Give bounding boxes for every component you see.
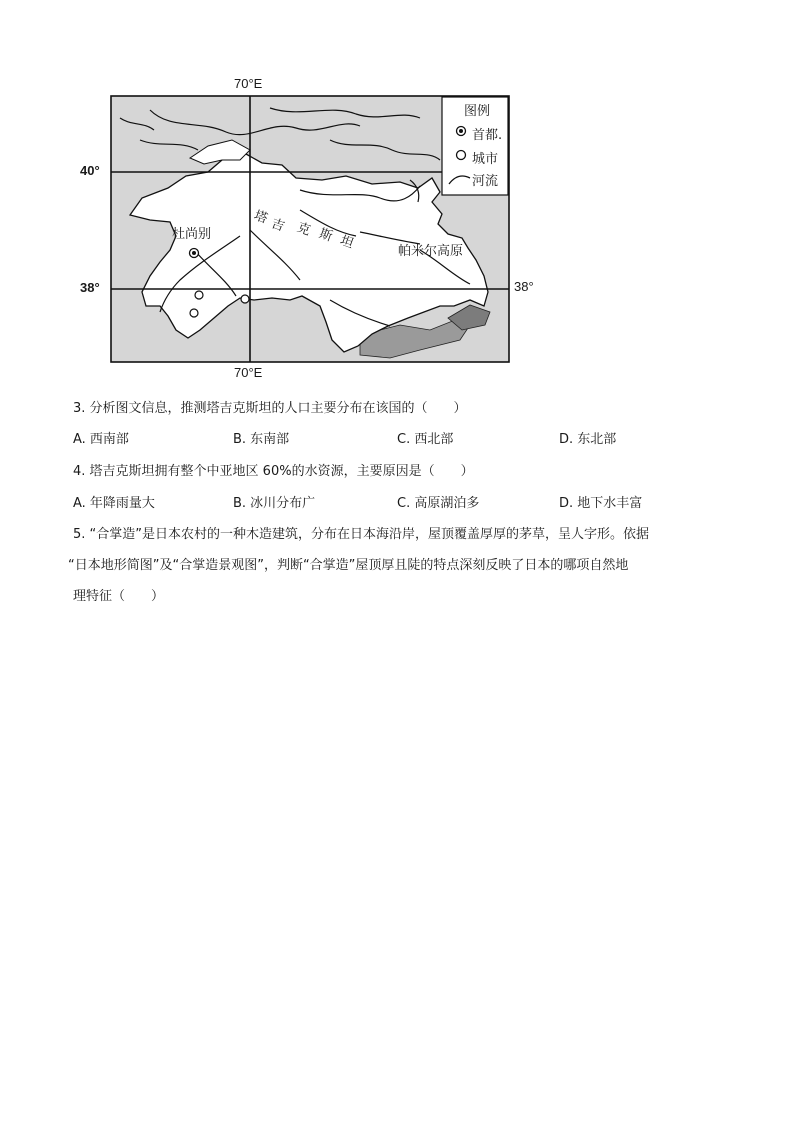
capital-marker-dot bbox=[192, 251, 196, 255]
longitude-label-bottom: 70°E bbox=[234, 365, 263, 380]
legend-row-capital bbox=[442, 123, 506, 141]
country-label-char: 吉 bbox=[268, 216, 287, 235]
longitude-label-top: 70°E bbox=[234, 76, 263, 91]
question-4-option-c: C. 高原湖泊多 bbox=[397, 496, 480, 511]
question-3-option-c: C. 西北部 bbox=[397, 432, 454, 447]
country-label-char: 坦 bbox=[337, 233, 356, 252]
question-4-option-a: A. 年降雨量大 bbox=[73, 496, 155, 511]
capital-label: 杜尚别 bbox=[172, 227, 212, 242]
plateau-label: 帕米尔高原 bbox=[398, 244, 464, 259]
legend-title: 图例 bbox=[464, 104, 491, 119]
question-5-line-1: 5. “合掌造”是日本农村的一种木造建筑，分布在日本海沿岸，屋顶覆盖厚厚的茅草，呈人字形。依据 bbox=[73, 527, 650, 542]
legend-river-text: 河流 bbox=[472, 174, 499, 189]
legend-row-city bbox=[442, 147, 506, 165]
question-3-option-d: D. 东北部 bbox=[559, 432, 617, 447]
legend-capital-text: 首都. bbox=[472, 128, 503, 143]
latitude-label-38: 38° bbox=[80, 280, 100, 295]
map-graphic bbox=[0, 0, 794, 390]
question-4-option-b: B. 冰川分布广 bbox=[233, 496, 316, 511]
question-4-option-d: D. 地下水丰富 bbox=[559, 496, 643, 511]
question-3-option-b: B. 东南部 bbox=[233, 432, 290, 447]
question-5-line-2: “日本地形简图”及“合掌造景观图”，判断“合掌造”屋顶厚且陡的特点深刻反映了日本的哪项自然地 bbox=[68, 558, 629, 573]
question-3-stem: 3. 分析图文信息，推测塔吉克斯坦的人口主要分布在该国的（ ） bbox=[73, 401, 467, 416]
country-label-char: 斯 bbox=[316, 226, 335, 245]
country-label-char: 克 bbox=[294, 220, 313, 239]
question-5-line-3: 理特征（ ） bbox=[73, 589, 165, 604]
legend-row-river bbox=[442, 169, 506, 187]
city-marker bbox=[195, 291, 203, 299]
legend-city-text: 城市 bbox=[472, 152, 499, 167]
latitude-label-38-right: 38° bbox=[514, 279, 534, 294]
city-marker bbox=[241, 295, 249, 303]
city-marker bbox=[190, 309, 198, 317]
latitude-label-40: 40° bbox=[80, 163, 100, 178]
question-4-stem: 4. 塔吉克斯坦拥有整个中亚地区 60%的水资源，主要原因是（ ） bbox=[73, 464, 474, 479]
question-3-option-a: A. 西南部 bbox=[73, 432, 129, 447]
country-label-char: 塔 bbox=[251, 208, 270, 227]
map-legend bbox=[442, 97, 506, 195]
tajikistan-map bbox=[0, 0, 794, 390]
